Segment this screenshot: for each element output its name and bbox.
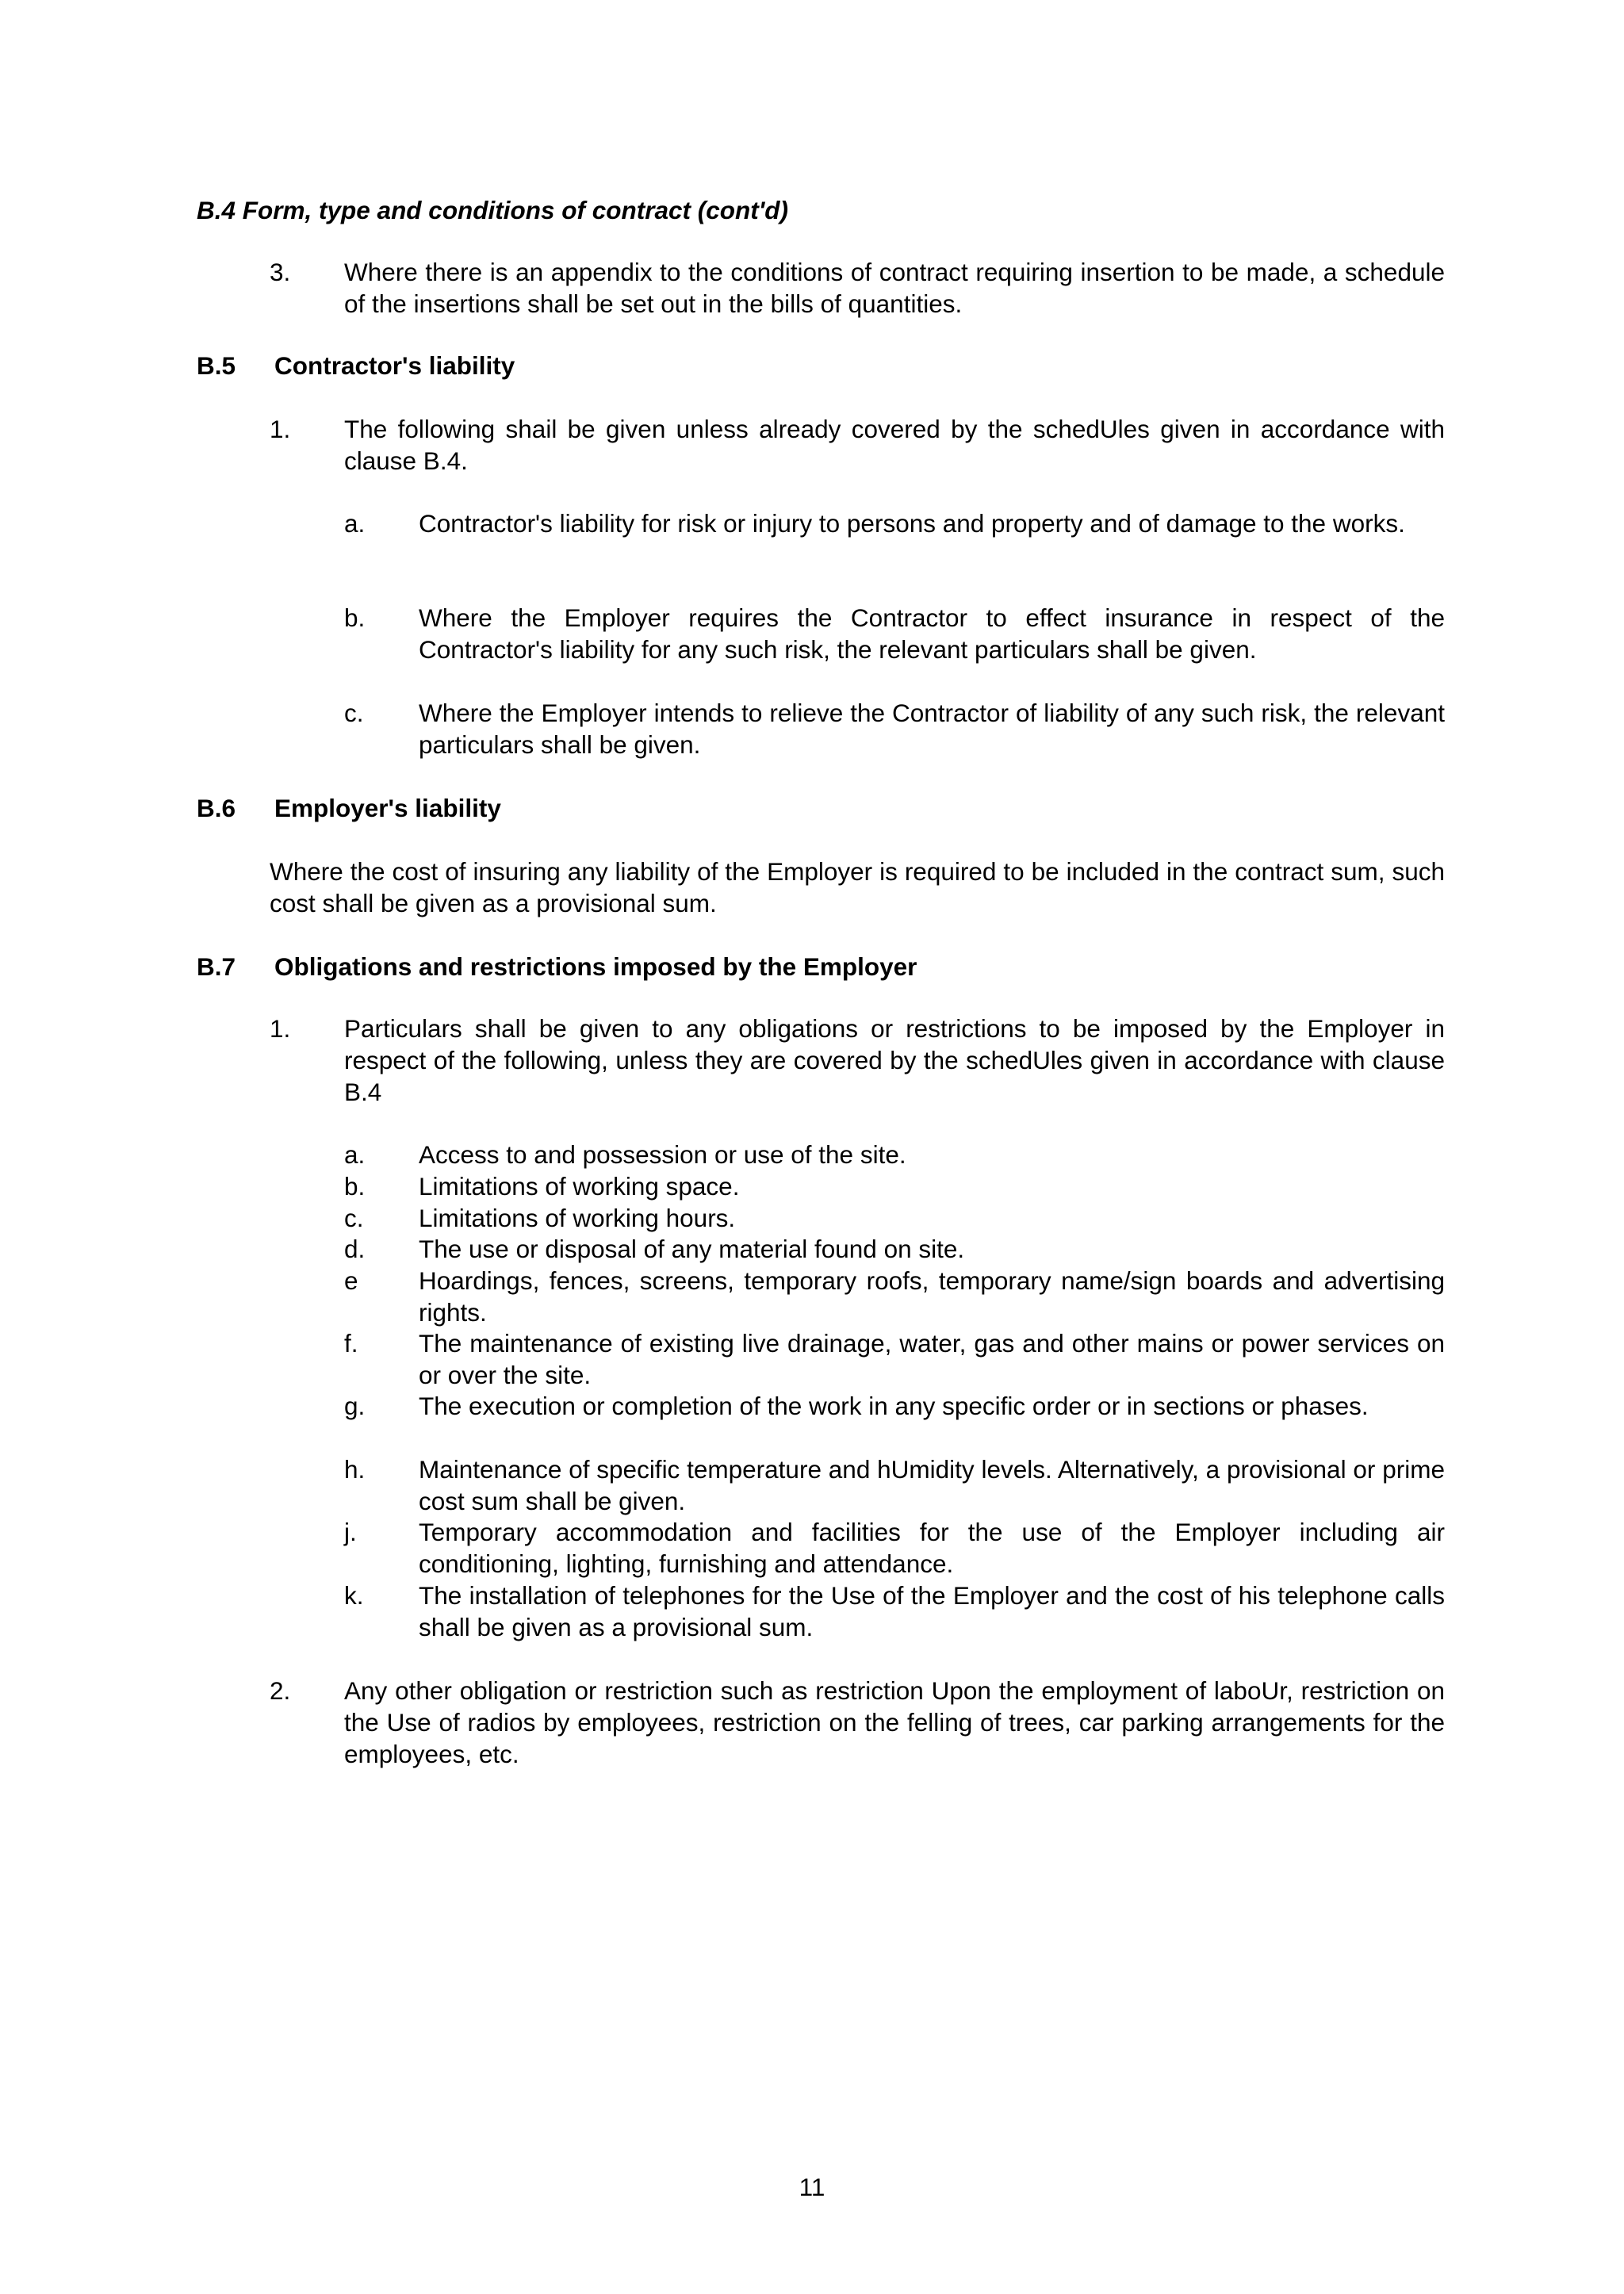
- item-text: Any other obligation or restriction such as restriction Upon the employment of laboUr, restriction on the Use of radios by employees, restriction on the felling of trees, car parking arrangements for the employees, etc.: [344, 1676, 1445, 1768]
- list-letter: j.: [344, 1518, 357, 1546]
- list-item-text: Temporary accommodation and facilities for the use of the Employer including air conditioning, lighting, furnishing and attendance.: [419, 1518, 1445, 1578]
- section-number: B.6: [197, 794, 236, 822]
- list-item-text: Limitations of working space.: [419, 1172, 740, 1201]
- list-item-text: The execution or completion of the work in any specific order or in sections or phases.: [419, 1392, 1369, 1420]
- item-text: Particulars shall be given to any obligations or restrictions to be imposed by the Employer in respect of the following, unless they are covered by the schedUles given in accordance with clause B.4: [344, 1014, 1445, 1106]
- section-paragraph: Where the cost of insuring any liability of the Employer is required to be included in the contract sum, such cost shall be given as a provisional sum.: [270, 857, 1445, 917]
- section-title: Employer's liability: [274, 794, 501, 822]
- list-item-text: The use or disposal of any material found on site.: [419, 1235, 965, 1263]
- item-text: Where there is an appendix to the conditions of contract requiring insertion to be made, a schedule of the insertions shall be set out in the bills of quantities.: [344, 258, 1445, 318]
- section-title: Obligations and restrictions imposed by the Employer: [274, 952, 917, 981]
- section-title: Contractor's liability: [274, 351, 515, 380]
- list-item-text: Where the Employer requires the Contractor to effect insurance in respect of the Contractor's liability for any such risk, the relevant particulars shall be given.: [419, 603, 1445, 664]
- item-number: 2.: [270, 1676, 291, 1705]
- list-letter: f.: [344, 1329, 358, 1358]
- item-number: 1.: [270, 415, 291, 443]
- continued-section-heading: B.4 Form, type and conditions of contract (cont'd): [197, 196, 789, 224]
- section-number: B.5: [197, 351, 236, 380]
- list-item-text: Access to and possession or use of the site.: [419, 1140, 906, 1169]
- list-item-text: The maintenance of existing live drainage, water, gas and other mains or power services on or over the site.: [419, 1329, 1445, 1389]
- list-letter: h.: [344, 1455, 366, 1484]
- item-number: 1.: [270, 1014, 291, 1043]
- list-letter: b.: [344, 603, 366, 632]
- list-letter: b.: [344, 1172, 366, 1201]
- section-number: B.7: [197, 952, 236, 981]
- item-number: 3.: [270, 258, 291, 286]
- page-number: 11: [799, 2173, 825, 2201]
- list-item-text: Maintenance of specific temperature and hUmidity levels. Alternatively, a provisional or prime cost sum shall be given.: [419, 1455, 1445, 1515]
- list-letter: c.: [344, 699, 364, 727]
- list-letter: a.: [344, 509, 366, 538]
- list-item-text: The installation of telephones for the Use of the Employer and the cost of his telephone calls shall be given as a provisional sum.: [419, 1581, 1445, 1641]
- list-item-text: Where the Employer intends to relieve the Contractor of liability of any such risk, the relevant particulars shall be given.: [419, 699, 1445, 759]
- list-item-text: Contractor's liability for risk or injury to persons and property and of damage to the works.: [419, 509, 1405, 538]
- list-letter: g.: [344, 1392, 366, 1420]
- list-item-text: Limitations of working hours.: [419, 1204, 736, 1232]
- list-letter: e: [344, 1266, 358, 1295]
- list-letter: k.: [344, 1581, 364, 1610]
- list-letter: c.: [344, 1204, 364, 1232]
- list-letter: a.: [344, 1140, 366, 1169]
- list-item-text: Hoardings, fences, screens, temporary roofs, temporary name/sign boards and advertising rights.: [419, 1266, 1445, 1327]
- list-letter: d.: [344, 1235, 366, 1263]
- item-text: The following shail be given unless already covered by the schedUles given in accordance with clause B.4.: [344, 415, 1445, 475]
